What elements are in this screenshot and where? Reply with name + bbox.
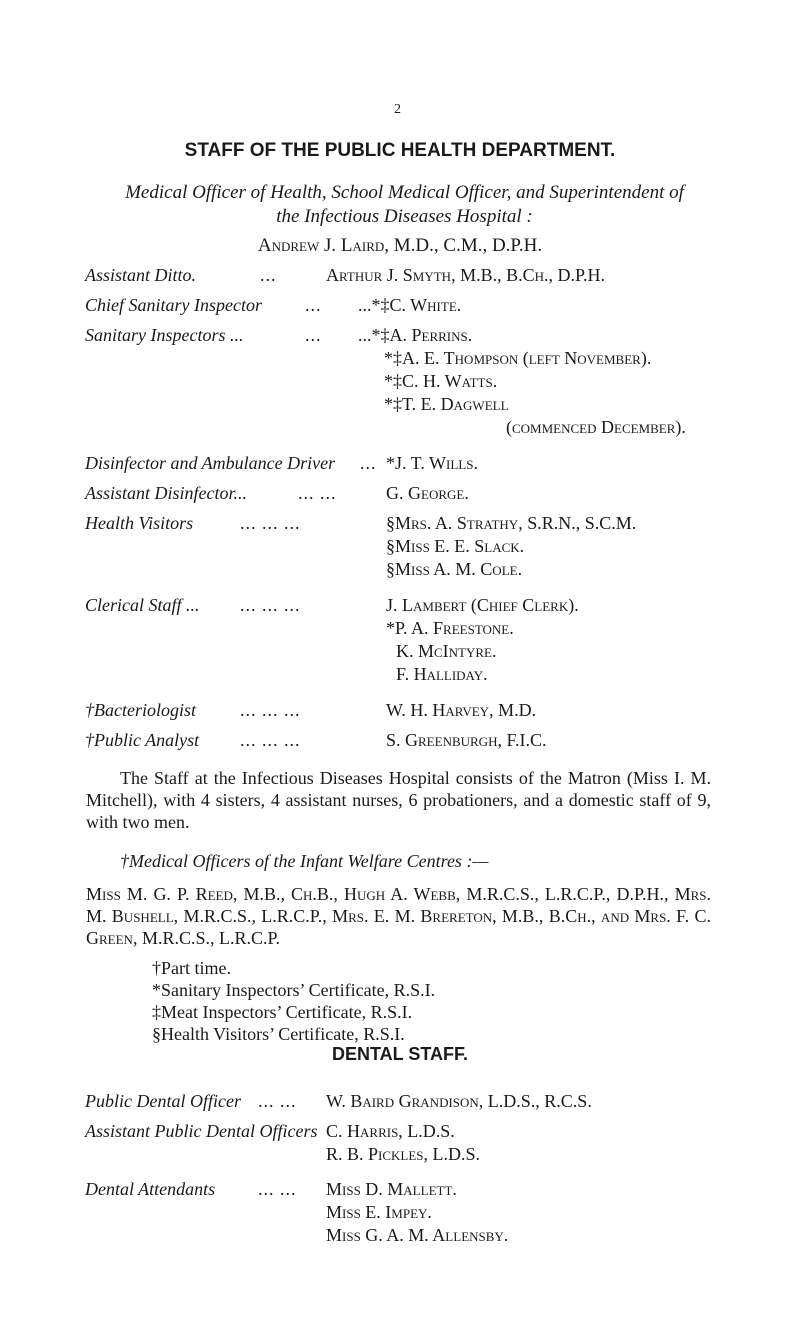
dental-row-label: Public Dental Officer <box>85 1091 241 1111</box>
hospital-staff-paragraph: The Staff at the Infectious Diseases Hospital consists of the Matron (Miss I. M. Mitchell), with 4 sisters, 4 assistant nurses, 6 probationers, and a domestic staff of 9, with two men. <box>86 768 711 832</box>
moh-name: Andrew J. Laird, M.D., C.M., D.P.H. <box>257 235 543 256</box>
staff-row-dots: ... ... ... <box>240 730 301 750</box>
welfare-heading: †Medical Officers of the Infant Welfare Centres :— <box>120 851 489 871</box>
footnote: §Health Visitors’ Certificate, R.S.I. <box>152 1024 405 1044</box>
dental-row-value: C. Harris, L.D.S. <box>326 1121 455 1141</box>
staff-row-dots: ... ... ... <box>240 595 301 615</box>
staff-row-label: Clerical Staff ... <box>85 595 200 615</box>
staff-row-label: Sanitary Inspectors ... <box>85 325 244 345</box>
footnote: †Part time. <box>152 958 231 978</box>
staff-row-dots: ... ... ... <box>240 700 301 720</box>
staff-row-value: §Miss E. E. Slack. <box>386 536 525 556</box>
staff-row-label: Health Visitors <box>85 513 194 533</box>
staff-row-value: ...*‡A. Perrins. <box>358 325 473 345</box>
staff-row-label: †Bacteriologist <box>85 700 196 720</box>
dental-row-label: Dental Attendants <box>85 1179 216 1199</box>
staff-row-value: *‡A. E. Thompson (left November). <box>384 348 652 368</box>
staff-row-value: K. McIntyre. <box>396 641 497 661</box>
dental-row-dots: ... ... <box>258 1091 297 1111</box>
page-title: STAFF OF THE PUBLIC HEALTH DEPARTMENT. <box>184 140 616 161</box>
footnote: ‡Meat Inspectors’ Certificate, R.S.I. <box>152 1002 413 1022</box>
staff-row-dots: ... <box>360 453 377 473</box>
staff-row-value: *J. T. Wills. <box>386 453 478 473</box>
staff-row-value: F. Halliday. <box>396 664 488 684</box>
dental-row-value: Miss E. Impey. <box>326 1202 432 1222</box>
assistant-label: Assistant Ditto. <box>85 265 197 285</box>
staff-row-label: Chief Sanitary Inspector <box>85 295 262 315</box>
staff-row-label: Disinfector and Ambulance Driver <box>85 453 336 473</box>
staff-row-value: ...*‡C. White. <box>358 295 462 315</box>
dental-row-label: Assistant Public Dental Officers <box>85 1121 318 1141</box>
staff-row-value: *‡C. H. Watts. <box>384 371 498 391</box>
footnotes <box>152 957 435 1045</box>
intro-heading: Medical Officer of Health, School Medical Officer, and Superintendent of the Infectious Diseases Hospital : <box>125 182 684 227</box>
staff-row-value: J. Lambert (Chief Clerk). <box>386 595 579 615</box>
dental-row-dots: ... ... <box>258 1179 297 1199</box>
staff-row-value: G. George. <box>386 483 469 503</box>
welfare-officers: Miss M. G. P. Reed, M.B., Ch.B., Hugh A. Webb, M.R.C.S., L.R.C.P., D.P.H., Mrs. M. Bushell, M.R.C.S., L.R.C.P., Mrs. E. M. Brereton, M.B., B.Ch., and Mrs. F. C. Green, M.R.C.S., L.R.C.P. <box>86 884 711 948</box>
page-number: 2 <box>394 102 401 117</box>
staff-row-value: §Miss A. M. Cole. <box>386 559 523 579</box>
staff-row-value: (commenced December). <box>506 417 686 437</box>
dental-row-value: Miss D. Mallett. <box>326 1179 457 1199</box>
staff-row-dots: ... <box>305 325 322 345</box>
staff-row-label: †Public Analyst <box>85 730 200 750</box>
staff-row-value: *‡T. E. Dagwell <box>384 394 509 414</box>
dental-row-value: R. B. Pickles, L.D.S. <box>326 1144 481 1164</box>
footnote: *Sanitary Inspectors’ Certificate, R.S.I. <box>152 980 436 1000</box>
assistant-dots: ... <box>260 265 277 285</box>
staff-row-value: *P. A. Freestone. <box>386 618 514 638</box>
dental-row-value: Miss G. A. M. Allensby. <box>326 1225 509 1245</box>
staff-row-value: §Mrs. A. Strathy, S.R.N., S.C.M. <box>386 513 637 533</box>
staff-row-label: Assistant Disinfector... <box>85 483 248 503</box>
staff-row-value: W. H. Harvey, M.D. <box>386 700 537 720</box>
dental-row-value: W. Baird Grandison, L.D.S., R.C.S. <box>326 1091 592 1111</box>
dental-staff-title: DENTAL STAFF. <box>332 1044 468 1064</box>
staff-row-dots: ... ... <box>298 483 337 503</box>
staff-row-value: S. Greenburgh, F.I.C. <box>386 730 547 750</box>
assistant-name: Arthur J. Smyth, M.B., B.Ch., D.P.H. <box>326 265 605 285</box>
staff-row-dots: ... ... ... <box>240 513 301 533</box>
staff-row-dots: ... <box>305 295 322 315</box>
